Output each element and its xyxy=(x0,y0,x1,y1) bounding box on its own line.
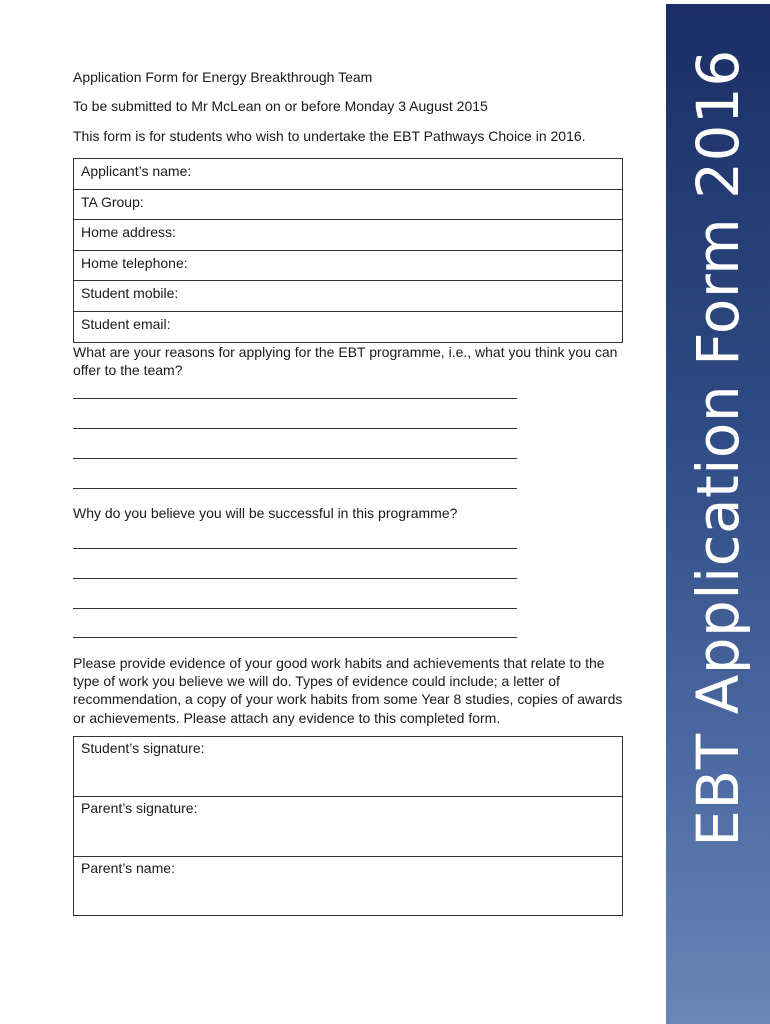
answer-line[interactable] xyxy=(73,398,517,399)
ta-group-field[interactable]: TA Group: xyxy=(74,190,622,221)
answer-line[interactable] xyxy=(73,637,517,638)
success-question: Why do you believe you will be successful in this programme? xyxy=(73,505,458,521)
answer-line[interactable] xyxy=(73,428,517,429)
answer-line[interactable] xyxy=(73,488,517,489)
student-email-field[interactable]: Student email: xyxy=(81,315,171,332)
parent-name-field[interactable]: Parent’s name: xyxy=(81,860,175,876)
home-address-field[interactable]: Home address: xyxy=(74,220,622,251)
applicant-details-table xyxy=(73,158,623,343)
student-signature-field[interactable]: Student’s signature: xyxy=(74,737,622,797)
answer-line[interactable] xyxy=(73,578,517,579)
evidence-instructions: Please provide evidence of your good work habits and achievements that relate to the type of work you believe we will do. Types of evidence could include; a letter of recommendation, a copy of your work habits from some Year 8 studies, copies of awards or achievements. Please attach any evidence to this completed form. xyxy=(73,655,623,726)
answer-line[interactable] xyxy=(73,608,517,609)
signature-table xyxy=(73,736,623,916)
form-banner-title: EBT Application Form 2016 xyxy=(684,49,752,847)
home-telephone-field[interactable]: Home telephone: xyxy=(74,251,622,282)
answer-line[interactable] xyxy=(73,548,517,549)
applicant-name-field[interactable]: Applicant’s name: xyxy=(74,159,622,190)
answer-line[interactable] xyxy=(73,458,517,459)
reasons-question: What are your reasons for applying for the EBT programme, i.e., what you think you can offer to the team? xyxy=(73,344,618,379)
student-mobile-field[interactable]: Student mobile: xyxy=(74,281,622,312)
form-title: Application Form for Energy Breakthrough Team xyxy=(73,69,373,85)
parent-signature-field[interactable]: Parent’s signature: xyxy=(74,797,622,857)
submission-note: To be submitted to Mr McLean on or before Monday 3 August 2015 xyxy=(73,98,488,114)
form-intro: This form is for students who wish to undertake the EBT Pathways Choice in 2016. xyxy=(73,128,586,144)
